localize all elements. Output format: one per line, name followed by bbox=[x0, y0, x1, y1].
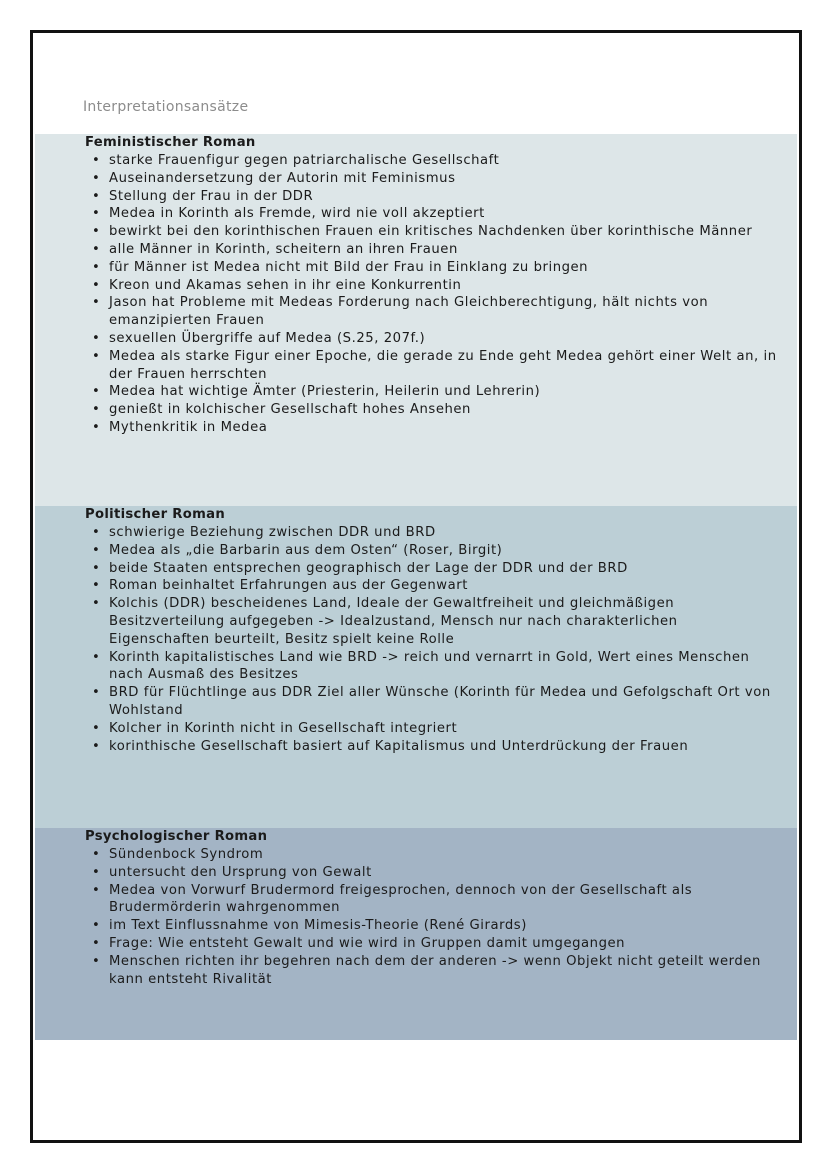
bullet-icon: • bbox=[92, 384, 101, 400]
list-item bbox=[85, 882, 777, 918]
document-page bbox=[30, 30, 802, 1143]
list-item bbox=[85, 577, 777, 595]
list-item bbox=[85, 383, 777, 401]
list-item-text: bewirkt bei den korinthischen Frauen ein kritisches Nachdenken über korinthische Männer bbox=[109, 224, 753, 240]
list-item-text: Kreon und Akamas sehen in ihr eine Konkurrentin bbox=[109, 277, 462, 293]
list-item-text: Medea von Vorwurf Brudermord freigesprochen, dennoch von der Gesellschaft als Brudermörderin wahrgenommen bbox=[109, 882, 693, 916]
list-item bbox=[85, 205, 777, 223]
list-item-text: für Männer ist Medea nicht mit Bild der Frau in Einklang zu bringen bbox=[109, 259, 589, 275]
bullet-list bbox=[85, 524, 777, 755]
list-item bbox=[85, 524, 777, 542]
bullet-list bbox=[85, 152, 777, 437]
list-item bbox=[85, 223, 777, 241]
list-item-text: Korinth kapitalistisches Land wie BRD -> reich und vernarrt in Gold, Wert eines Menschen nach Ausmaß des Besitzes bbox=[109, 649, 750, 683]
bullet-icon: • bbox=[92, 918, 101, 934]
bullet-icon: • bbox=[92, 935, 101, 951]
bullet-icon: • bbox=[92, 188, 101, 204]
bullet-icon: • bbox=[92, 864, 101, 880]
list-item bbox=[85, 738, 777, 756]
bullet-icon: • bbox=[92, 241, 101, 257]
list-item-text: starke Frauenfigur gegen patriarchalische Gesellschaft bbox=[109, 153, 500, 168]
list-item bbox=[85, 348, 777, 384]
bullet-icon: • bbox=[92, 419, 101, 435]
list-item bbox=[85, 401, 777, 419]
list-item-text: Medea hat wichtige Ämter (Priesterin, Heilerin und Lehrerin) bbox=[109, 384, 541, 400]
bullet-icon: • bbox=[92, 277, 101, 293]
list-item bbox=[85, 935, 777, 953]
bullet-icon: • bbox=[92, 330, 101, 346]
list-item-text: schwierige Beziehung zwischen DDR und BRD bbox=[109, 525, 436, 540]
bullet-list bbox=[85, 846, 777, 988]
list-item bbox=[85, 241, 777, 259]
section-title: Feministischer Roman bbox=[85, 135, 256, 150]
list-item bbox=[85, 560, 777, 578]
list-item-text: Medea als starke Figur einer Epoche, die gerade zu Ende geht Medea gehört einer Welt an, in der Frauen herrschten bbox=[109, 348, 777, 382]
list-item-text: im Text Einflussnahme von Mimesis-Theorie (René Girards) bbox=[109, 918, 527, 934]
list-item-text: untersucht den Ursprung von Gewalt bbox=[109, 864, 372, 880]
list-item-text: Auseinandersetzung der Autorin mit Feminismus bbox=[109, 170, 456, 186]
list-item bbox=[85, 188, 777, 206]
list-item-text: Medea in Korinth als Fremde, wird nie voll akzeptiert bbox=[109, 206, 485, 222]
bullet-icon: • bbox=[92, 525, 101, 540]
list-item bbox=[85, 953, 777, 989]
list-item-text: Kolcher in Korinth nicht in Gesellschaft integriert bbox=[109, 720, 458, 736]
list-item bbox=[85, 152, 777, 170]
bullet-icon: • bbox=[92, 720, 101, 736]
bullet-icon: • bbox=[92, 153, 101, 168]
bullet-icon: • bbox=[92, 847, 101, 862]
bullet-icon: • bbox=[92, 295, 101, 311]
bullet-icon: • bbox=[92, 738, 101, 754]
list-item bbox=[85, 170, 777, 188]
list-item-text: genießt in kolchischer Gesellschaft hohes Ansehen bbox=[109, 402, 471, 418]
list-item-text: alle Männer in Korinth, scheitern an ihren Frauen bbox=[109, 241, 458, 257]
list-item bbox=[85, 846, 777, 864]
section-political-novel bbox=[35, 506, 797, 828]
list-item bbox=[85, 720, 777, 738]
bullet-icon: • bbox=[92, 402, 101, 418]
list-item-text: sexuellen Übergriffe auf Medea (S.25, 207f.) bbox=[109, 330, 426, 346]
section-psychological-novel bbox=[35, 828, 797, 1040]
list-item bbox=[85, 917, 777, 935]
list-item bbox=[85, 277, 777, 295]
list-item bbox=[85, 259, 777, 277]
bullet-icon: • bbox=[92, 170, 101, 186]
bullet-icon: • bbox=[92, 649, 101, 665]
list-item bbox=[85, 864, 777, 882]
bullet-icon: • bbox=[92, 542, 101, 558]
bullet-icon: • bbox=[92, 259, 101, 275]
section-feminist-novel bbox=[35, 134, 797, 506]
list-item bbox=[85, 542, 777, 560]
section-title: Psychologischer Roman bbox=[85, 829, 268, 844]
bullet-icon: • bbox=[92, 578, 101, 594]
list-item-text: Stellung der Frau in der DDR bbox=[109, 188, 314, 204]
list-item bbox=[85, 294, 777, 330]
list-item-text: Roman beinhaltet Erfahrungen aus der Gegenwart bbox=[109, 578, 468, 594]
list-item bbox=[85, 419, 777, 437]
list-item-text: Frage: Wie entsteht Gewalt und wie wird in Gruppen damit umgegangen bbox=[109, 935, 626, 951]
page-heading: Interpretationsansätze bbox=[83, 99, 249, 115]
bullet-icon: • bbox=[92, 224, 101, 240]
list-item-text: Sündenbock Syndrom bbox=[109, 847, 264, 862]
list-item-text: korinthische Gesellschaft basiert auf Kapitalismus und Unterdrückung der Frauen bbox=[109, 738, 689, 754]
bullet-icon: • bbox=[92, 348, 101, 364]
list-item-text: beide Staaten entsprechen geographisch der Lage der DDR und der BRD bbox=[109, 560, 628, 576]
bullet-icon: • bbox=[92, 206, 101, 222]
list-item-text: Menschen richten ihr begehren nach dem der anderen -> wenn Objekt nicht geteilt werden kann entsteht Rivalität bbox=[109, 953, 761, 987]
bullet-icon: • bbox=[92, 953, 101, 969]
list-item-text: Mythenkritik in Medea bbox=[109, 419, 268, 435]
list-item bbox=[85, 649, 777, 685]
bullet-icon: • bbox=[92, 596, 101, 612]
bullet-icon: • bbox=[92, 882, 101, 898]
section-title: Politischer Roman bbox=[85, 507, 226, 522]
list-item-text: Jason hat Probleme mit Medeas Forderung nach Gleichberechtigung, hält nichts von emanzipierten Frauen bbox=[109, 295, 709, 329]
list-item bbox=[85, 330, 777, 348]
list-item-text: Kolchis (DDR) bescheidenes Land, Ideale der Gewaltfreiheit und gleichmäßigen Besitzverteilung aufgegeben -> Idealzustand, Mensch nur nach charakterlichen Eigenschaften beurteilt, Besitz spielt keine Rolle bbox=[109, 596, 678, 647]
list-item bbox=[85, 684, 777, 720]
list-item-text: BRD für Flüchtlinge aus DDR Ziel aller Wünsche (Korinth für Medea und Gefolgschaft Ort von Wohlstand bbox=[109, 685, 771, 718]
list-item-text: Medea als „die Barbarin aus dem Osten“ (Roser, Birgit) bbox=[109, 542, 503, 558]
bullet-icon: • bbox=[92, 685, 101, 701]
bullet-icon: • bbox=[92, 560, 101, 576]
list-item bbox=[85, 595, 777, 648]
